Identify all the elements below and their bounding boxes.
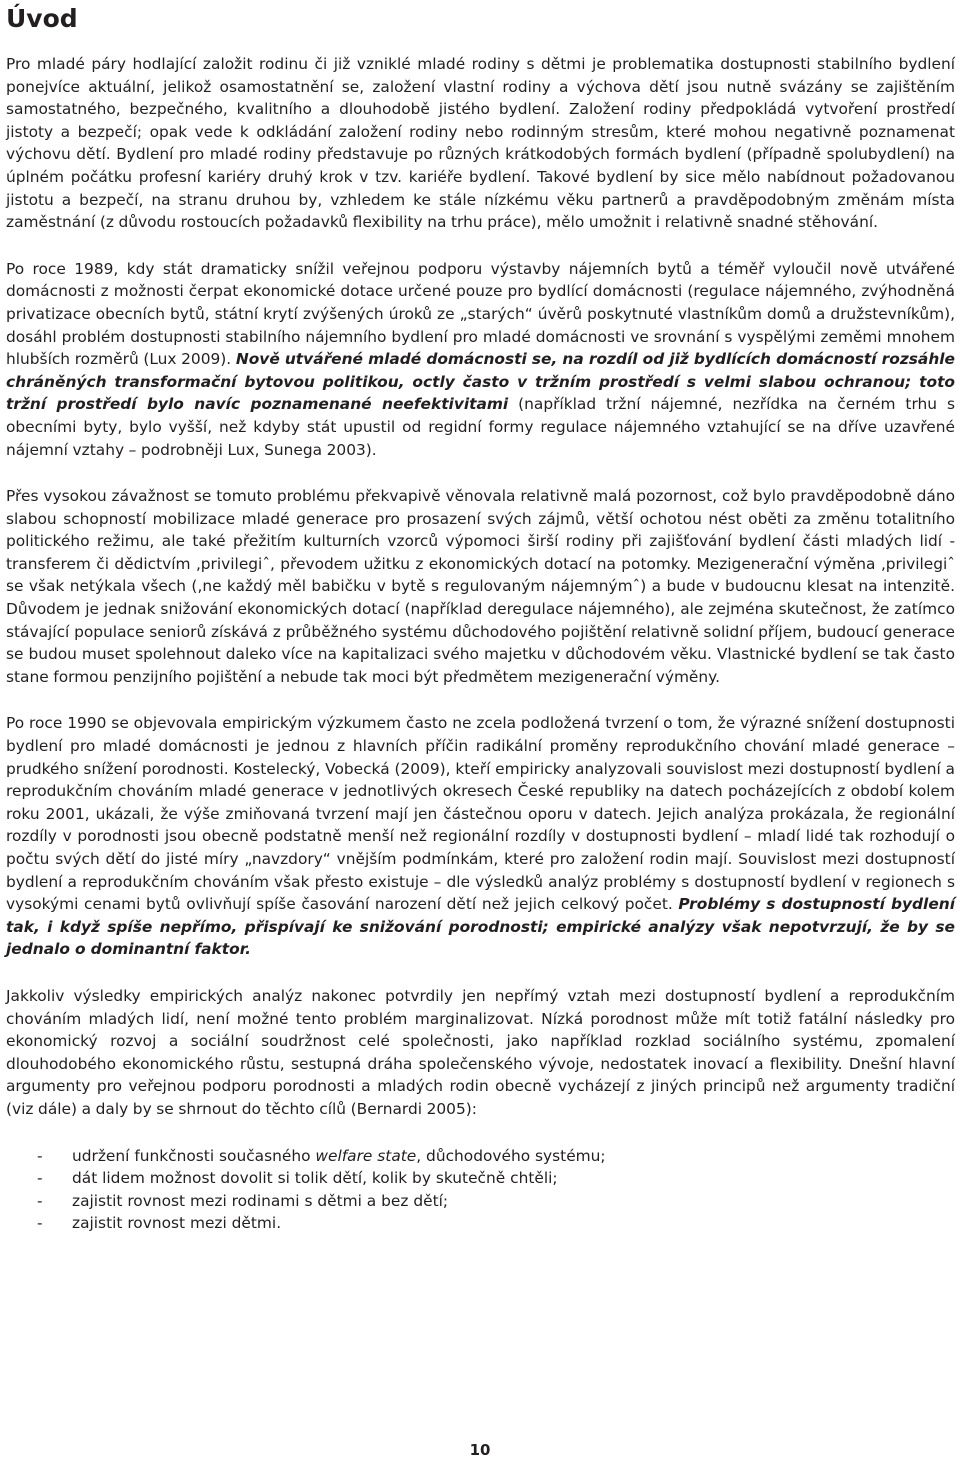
- list-dash: -: [37, 1169, 43, 1188]
- page-title: Úvod: [6, 4, 78, 33]
- paragraph-2: [6, 258, 955, 461]
- paragraph-3: [6, 485, 955, 688]
- list-item-text: dát lidem možnost dovolit si tolik dětí, kolik by skutečně chtěli;: [72, 1169, 558, 1188]
- list-item-italic: welfare state: [315, 1146, 417, 1165]
- paragraph-5: [6, 985, 955, 1121]
- list-item-text: zajistit rovnost mezi dětmi.: [72, 1214, 282, 1233]
- paragraph-1: [6, 53, 955, 234]
- list-item: [6, 1167, 955, 1190]
- list-item-text: udržení funkčnosti současného: [72, 1146, 316, 1165]
- paragraph-text: (například tržní nájemné, nezřídka na černém trhu s obecními byty, bylo vyšší, než kdyby stát upustil od regidní formy regulace nájemného vztahující se na dříve uzavřené nájemní vztahy – podrobněji Lux, Sunega 2003).: [6, 395, 955, 459]
- paragraph-text: Jakkoliv výsledky empirických analýz nakonec potvrdily jen nepřímý vztah mezi dostupností bydlení a reprodukčním chováním mladých lidí, není možné tento problém marginalizovat. Nízká porodnost může mít totiž fatální následky pro ekonomický rozvoj a sociální soudržnost celé společnosti, jako například rozklad sociálního systému, zpomalení dlouhodobého ekonomického růstu, sestupná dráha společenského vývoje, nedostatek inovací a flexibility. Dnešní hlavní argumenty pro veřejnou podporu porodnosti a mladých rodin obecně vycházejí z jiných principů než argumenty tradiční (viz dále) a daly by se shrnout do těchto cílů (Bernardi 2005):: [6, 986, 955, 1118]
- list-dash: -: [37, 1146, 43, 1165]
- list-item-text: , důchodového systému;: [416, 1146, 606, 1165]
- list-dash: -: [37, 1214, 43, 1233]
- goals-list: [6, 1145, 955, 1235]
- list-item-text: zajistit rovnost mezi rodinami s dětmi a bez dětí;: [72, 1191, 449, 1210]
- paragraph-text: Přes vysokou závažnost se tomuto problému překvapivě věnovala relativně malá pozornost, což bylo pravděpodobně dáno slabou schopností mobilizace mladé generace pro prosazení svých zájmů, větší ochotou nést oběti za změnu totalitního politického režimu, ale také přežitím kulturních vzorců výpomoci širší rodiny při zajišťování bydlení části mladých lidí - transferem či dědictvím ‚privilegiˆ, převodem užitku z ekonomických dotací na potomky. Mezigenerační výměna ‚privilegiˆ se však netýkala všech (‚ne každý měl babičku v bytě s regulovaným nájemnýmˆ) a bude v budoucnu klesat na intenzitě. Důvodem je jednak snižování ekonomických dotací (například deregulace nájemného), ale zejména skutečnost, že zatímco stávající populace seniorů získává z průběžného systému důchodového pojištění relativně solidní příjem, budoucí generace se budou muset spolehnout daleko více na kapitalizaci svého majetku v důchodovém věku. Vlastnické bydlení se tak často stane formou penzijního pojištění a nebude tak moci být předmětem mezigenerační výměny.: [6, 487, 955, 686]
- list-item: [6, 1190, 955, 1213]
- list-dash: -: [37, 1191, 43, 1210]
- emphasized-text: Nově utvářené mladé domácnosti se, na rozdíl od již bydlících domácností rozsáhle chráněných transformační bytovou politikou, octly často v tržním prostředí s velmi slabou ochranou; toto tržní prostředí bylo navíc poznamenané neefektivitami: [6, 350, 955, 414]
- paragraph-text: Pro mladé páry hodlající založit rodinu či již vzniklé mladé rodiny s dětmi je problematika dostupnosti stabilního bydlení ponejvíce aktuální, jelikož osamostatnění se, založení vlastní rodiny a výchova dětí jsou nutně svázány se zajištěním samostatného, bezpečného, kvalitního a dlouhodobě jistého bydlení. Založení rodiny předpokládá vytvoření prostředí jistoty a bezpečí; opak vede k odkládání založení rodiny nebo rodinným stresům, které mohou negativně poznamenat výchovu dětí. Bydlení pro mladé rodiny představuje po různých krátkodobých formách bydlení (případně spolubydlení) na úplném počátku profesní kariéry druhý krok v tzv. kariéře bydlení. Takové bydlení by sice mělo nabídnout požadovanou jistotu a bezpečí, na stranu druhou by, vzhledem ke stále nízkému věku partnerů a pravděpodobným změnám místa zaměstnání (z důvodu rostoucích požadavků flexibility na trhu práce), mělo umožnit i relativně snadné stěhování.: [6, 55, 955, 232]
- document-body: [6, 53, 955, 1235]
- paragraph-4: [6, 712, 955, 961]
- list-item: [6, 1212, 955, 1235]
- paragraph-text: Po roce 1989, kdy stát dramaticky snížil veřejnou podporu výstavby nájemních bytů a téměř vyloučil nově utvářené domácnosti z možnosti čerpat ekonomické dotace určené pouze pro bydlící domácnosti (regulace nájemného, zvýhodněná privatizace obecních bytů, státní krytí zvýšených úroků ze „starých“ úvěrů poskytnuté vlastníkům domů a družstevníkům), dosáhl problém dostupnosti stabilního nájemního bydlení pro mladé domácnosti ve srovnání s vyspělými zeměmi mnohem hlubších rozměrů (Lux 2009).: [6, 259, 955, 369]
- page-number: 10: [469, 1441, 491, 1459]
- paragraph-text: Po roce 1990 se objevovala empirickým výzkumem často ne zcela podložená tvrzení o tom, že výrazné snížení dostupnosti bydlení pro mladé domácnosti je jednou z hlavních příčin radikální proměny reprodukčního chování mladé generace – prudkého snížení porodnosti. Kostelecký, Vobecká (2009), kteří empiricky analyzovali souvislost mezi dostupností bydlení a reprodukčním chováním mladé generace v jednotlivých okresech České republiky na datech pocházejících z období kolem roku 2001, ukázali, že výše zmiňovaná tvrzení mají jen částečnou oporu v datech. Jejich analýza prokázala, že regionální rozdíly v porodnosti jsou obecně podstatně menší než regionální rozdíly v dostupnosti bydlení – mladí lidé tak rozhodují o počtu svých dětí do jisté míry „navzdory“ vnějším podmínkám, které pro založení rodin mají. Souvislost mezi dostupností bydlení a reprodukčním chováním však přesto existuje – dle výsledků analýz problémy s dostupností bydlení v regionech s vysokými cenami bytů ovlivňují spíše časování narození dětí než jejich celkový počet.: [6, 714, 955, 914]
- emphasized-text: Problémy s dostupností bydlení tak, i když spíše nepřímo, přispívají ke snižování porodnosti; empirické analýzy však nepotvrzují, že by se jednalo o dominantní faktor.: [6, 895, 955, 959]
- list-item: [6, 1145, 955, 1168]
